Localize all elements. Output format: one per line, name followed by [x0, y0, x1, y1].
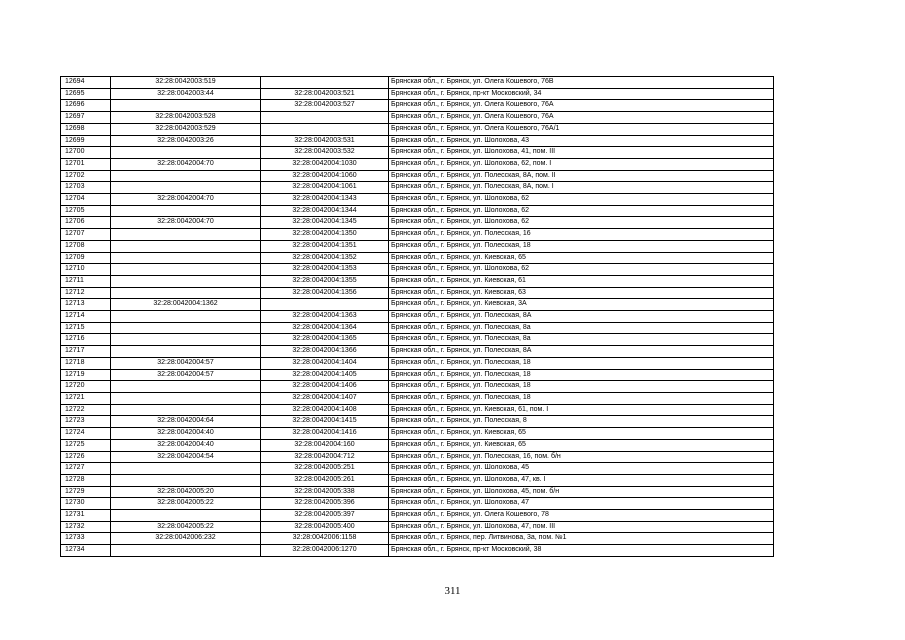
table-row: [61, 463, 774, 475]
row-number-cell: 12702: [61, 170, 111, 182]
address-cell: Брянская обл., г. Брянск, ул. Полесская, 16: [389, 229, 774, 241]
table-row: [61, 474, 774, 486]
table-row: [61, 451, 774, 463]
address-cell: Брянская обл., г. Брянск, ул. Олега Кошевого, 76А: [389, 112, 774, 124]
table-row: [61, 240, 774, 252]
table-row: [61, 416, 774, 428]
address-cell: Брянская обл., г. Брянск, ул. Шолохова, 47, кв. I: [389, 474, 774, 486]
row-number-cell: 12696: [61, 100, 111, 112]
table-row: [61, 404, 774, 416]
table-row: [61, 486, 774, 498]
cadastral-number-cell: [111, 205, 261, 217]
object-cadastral-number-cell: 32:28:0042005:396: [261, 498, 389, 510]
row-number-cell: 12710: [61, 264, 111, 276]
cadastral-number-cell: 32:28:0042005:22: [111, 498, 261, 510]
table-row: [61, 498, 774, 510]
address-cell: Брянская обл., г. Брянск, ул. Олега Кошевого, 76В: [389, 77, 774, 89]
object-cadastral-number-cell: [261, 299, 389, 311]
cadastral-number-cell: [111, 240, 261, 252]
address-cell: Брянская обл., г. Брянск, ул. Олега Кошевого, 78: [389, 510, 774, 522]
object-cadastral-number-cell: 32:28:0042003:531: [261, 135, 389, 147]
cadastral-number-cell: [111, 264, 261, 276]
object-cadastral-number-cell: [261, 112, 389, 124]
object-cadastral-number-cell: 32:28:0042004:160: [261, 439, 389, 451]
cadastral-number-cell: [111, 311, 261, 323]
row-number-cell: 12695: [61, 88, 111, 100]
address-cell: Брянская обл., г. Брянск, ул. Полесская, 18: [389, 357, 774, 369]
table-row: [61, 533, 774, 545]
address-cell: Брянская обл., г. Брянск, ул. Киевская, 3А: [389, 299, 774, 311]
table-row: [61, 194, 774, 206]
object-cadastral-number-cell: 32:28:0042005:261: [261, 474, 389, 486]
object-cadastral-number-cell: 32:28:0042004:1351: [261, 240, 389, 252]
row-number-cell: 12707: [61, 229, 111, 241]
row-number-cell: 12727: [61, 463, 111, 475]
table-row: [61, 510, 774, 522]
object-cadastral-number-cell: 32:28:0042004:1404: [261, 357, 389, 369]
row-number-cell: 12712: [61, 287, 111, 299]
cadastral-number-cell: 32:28:0042005:20: [111, 486, 261, 498]
object-cadastral-number-cell: 32:28:0042004:1407: [261, 392, 389, 404]
object-cadastral-number-cell: 32:28:0042006:1270: [261, 545, 389, 557]
object-cadastral-number-cell: 32:28:0042004:1364: [261, 322, 389, 334]
row-number-cell: 12715: [61, 322, 111, 334]
object-cadastral-number-cell: 32:28:0042004:1343: [261, 194, 389, 206]
cadastral-number-cell: [111, 545, 261, 557]
address-cell: Брянская обл., г. Брянск, ул. Шолохова, 62: [389, 264, 774, 276]
cadastral-number-cell: [111, 346, 261, 358]
address-cell: Брянская обл., г. Брянск, ул. Шолохова, 62: [389, 217, 774, 229]
cadastral-number-cell: [111, 170, 261, 182]
cadastral-number-cell: 32:28:0042006:232: [111, 533, 261, 545]
row-number-cell: 12701: [61, 158, 111, 170]
address-cell: Брянская обл., г. Брянск, ул. Шолохова, 45: [389, 463, 774, 475]
cadastral-number-cell: [111, 147, 261, 159]
address-cell: Брянская обл., г. Брянск, ул. Киевская, 65: [389, 252, 774, 264]
address-cell: Брянская обл., г. Брянск, ул. Шолохова, 47: [389, 498, 774, 510]
table-row: [61, 100, 774, 112]
cadastral-number-cell: [111, 252, 261, 264]
object-cadastral-number-cell: 32:28:0042005:400: [261, 521, 389, 533]
table-row: [61, 88, 774, 100]
row-number-cell: 12698: [61, 123, 111, 135]
row-number-cell: 12700: [61, 147, 111, 159]
table-row: [61, 392, 774, 404]
cadastral-number-cell: 32:28:0042004:70: [111, 158, 261, 170]
object-cadastral-number-cell: 32:28:0042005:338: [261, 486, 389, 498]
row-number-cell: 12718: [61, 357, 111, 369]
row-number-cell: 12722: [61, 404, 111, 416]
cadastral-number-cell: [111, 392, 261, 404]
table-row: [61, 311, 774, 323]
address-cell: Брянская обл., г. Брянск, ул. Полесская, 18: [389, 392, 774, 404]
row-number-cell: 12732: [61, 521, 111, 533]
row-number-cell: 12714: [61, 311, 111, 323]
address-cell: Брянская обл., г. Брянск, ул. Полесская, 8А, пом. I: [389, 182, 774, 194]
row-number-cell: 12706: [61, 217, 111, 229]
object-cadastral-number-cell: 32:28:0042006:1158: [261, 533, 389, 545]
object-cadastral-number-cell: 32:28:0042005:397: [261, 510, 389, 522]
cadastral-number-cell: 32:28:0042003:528: [111, 112, 261, 124]
cadastral-number-cell: [111, 463, 261, 475]
table-row: [61, 428, 774, 440]
address-cell: Брянская обл., г. Брянск, ул. Киевская, 65: [389, 428, 774, 440]
address-cell: Брянская обл., г. Брянск, ул. Олега Кошевого, 76А/1: [389, 123, 774, 135]
cadastral-number-cell: [111, 322, 261, 334]
table-row: [61, 521, 774, 533]
row-number-cell: 12694: [61, 77, 111, 89]
registry-table-body: [61, 77, 774, 557]
cadastral-registry-table: [60, 76, 774, 557]
row-number-cell: 12697: [61, 112, 111, 124]
object-cadastral-number-cell: [261, 123, 389, 135]
table-row: [61, 217, 774, 229]
address-cell: Брянская обл., г. Брянск, ул. Полесская, 8а: [389, 322, 774, 334]
object-cadastral-number-cell: 32:28:0042004:1345: [261, 217, 389, 229]
cadastral-number-cell: 32:28:0042003:529: [111, 123, 261, 135]
address-cell: Брянская обл., г. Брянск, ул. Шолохова, 43: [389, 135, 774, 147]
cadastral-number-cell: 32:28:0042005:22: [111, 521, 261, 533]
address-cell: Брянская обл., г. Брянск, ул. Киевская, 65: [389, 439, 774, 451]
object-cadastral-number-cell: 32:28:0042004:1352: [261, 252, 389, 264]
address-cell: Брянская обл., г. Брянск, ул. Полесская, 18: [389, 240, 774, 252]
row-number-cell: 12708: [61, 240, 111, 252]
table-row: [61, 439, 774, 451]
object-cadastral-number-cell: 32:28:0042004:1406: [261, 381, 389, 393]
row-number-cell: 12726: [61, 451, 111, 463]
table-row: [61, 182, 774, 194]
address-cell: Брянская обл., г. Брянск, ул. Полесская, 8а: [389, 334, 774, 346]
object-cadastral-number-cell: 32:28:0042003:521: [261, 88, 389, 100]
table-row: [61, 170, 774, 182]
row-number-cell: 12709: [61, 252, 111, 264]
object-cadastral-number-cell: 32:28:0042004:1060: [261, 170, 389, 182]
address-cell: Брянская обл., г. Брянск, ул. Киевская, 61: [389, 275, 774, 287]
cadastral-number-cell: [111, 229, 261, 241]
row-number-cell: 12699: [61, 135, 111, 147]
row-number-cell: 12703: [61, 182, 111, 194]
address-cell: Брянская обл., г. Брянск, ул. Полесская, 16, пом. б/н: [389, 451, 774, 463]
cadastral-number-cell: [111, 275, 261, 287]
cadastral-number-cell: [111, 287, 261, 299]
address-cell: Брянская обл., г. Брянск, ул. Полесская, 8: [389, 416, 774, 428]
table-row: [61, 357, 774, 369]
row-number-cell: 12725: [61, 439, 111, 451]
cadastral-number-cell: [111, 182, 261, 194]
address-cell: Брянская обл., г. Брянск, ул. Полесская, 8А: [389, 346, 774, 358]
table-row: [61, 264, 774, 276]
row-number-cell: 12720: [61, 381, 111, 393]
object-cadastral-number-cell: 32:28:0042004:1061: [261, 182, 389, 194]
table-row: [61, 334, 774, 346]
row-number-cell: 12733: [61, 533, 111, 545]
table-row: [61, 299, 774, 311]
cadastral-number-cell: 32:28:0042004:54: [111, 451, 261, 463]
address-cell: Брянская обл., г. Брянск, ул. Олега Кошевого, 76А: [389, 100, 774, 112]
table-row: [61, 252, 774, 264]
table-row: [61, 135, 774, 147]
table-row: [61, 158, 774, 170]
page-number: 311: [444, 585, 461, 597]
table-row: [61, 545, 774, 557]
object-cadastral-number-cell: 32:28:0042004:1366: [261, 346, 389, 358]
object-cadastral-number-cell: 32:28:0042004:1350: [261, 229, 389, 241]
row-number-cell: 12713: [61, 299, 111, 311]
table-row: [61, 287, 774, 299]
table-row: [61, 381, 774, 393]
object-cadastral-number-cell: 32:28:0042004:1415: [261, 416, 389, 428]
row-number-cell: 12731: [61, 510, 111, 522]
cadastral-number-cell: 32:28:0042004:64: [111, 416, 261, 428]
cadastral-number-cell: [111, 510, 261, 522]
table-row: [61, 123, 774, 135]
object-cadastral-number-cell: 32:28:0042003:527: [261, 100, 389, 112]
cadastral-number-cell: 32:28:0042004:57: [111, 357, 261, 369]
table-row: [61, 77, 774, 89]
row-number-cell: 12723: [61, 416, 111, 428]
cadastral-number-cell: [111, 100, 261, 112]
row-number-cell: 12717: [61, 346, 111, 358]
address-cell: Брянская обл., г. Брянск, пр-кт Московский, 34: [389, 88, 774, 100]
address-cell: Брянская обл., г. Брянск, ул. Киевская, 61, пом. I: [389, 404, 774, 416]
object-cadastral-number-cell: 32:28:0042004:712: [261, 451, 389, 463]
cadastral-number-cell: 32:28:0042003:519: [111, 77, 261, 89]
cadastral-number-cell: 32:28:0042004:70: [111, 194, 261, 206]
address-cell: Брянская обл., г. Брянск, ул. Полесская, 18: [389, 369, 774, 381]
object-cadastral-number-cell: 32:28:0042004:1356: [261, 287, 389, 299]
row-number-cell: 12719: [61, 369, 111, 381]
object-cadastral-number-cell: 32:28:0042004:1416: [261, 428, 389, 440]
address-cell: Брянская обл., г. Брянск, ул. Полесская, 8А: [389, 311, 774, 323]
address-cell: Брянская обл., г. Брянск, пр-кт Московский, 38: [389, 545, 774, 557]
cadastral-number-cell: 32:28:0042003:44: [111, 88, 261, 100]
object-cadastral-number-cell: 32:28:0042005:251: [261, 463, 389, 475]
table-row: [61, 322, 774, 334]
address-cell: Брянская обл., г. Брянск, ул. Полесская, 18: [389, 381, 774, 393]
object-cadastral-number-cell: 32:28:0042004:1353: [261, 264, 389, 276]
object-cadastral-number-cell: 32:28:0042004:1405: [261, 369, 389, 381]
object-cadastral-number-cell: 32:28:0042004:1344: [261, 205, 389, 217]
address-cell: Брянская обл., г. Брянск, ул. Шолохова, 41, пом. III: [389, 147, 774, 159]
address-cell: Брянская обл., г. Брянск, ул. Киевская, 63: [389, 287, 774, 299]
table-row: [61, 205, 774, 217]
row-number-cell: 12724: [61, 428, 111, 440]
table-row: [61, 275, 774, 287]
address-cell: Брянская обл., г. Брянск, ул. Шолохова, 47, пом. III: [389, 521, 774, 533]
cadastral-number-cell: 32:28:0042004:57: [111, 369, 261, 381]
table-row: [61, 229, 774, 241]
cadastral-number-cell: 32:28:0042004:40: [111, 439, 261, 451]
address-cell: Брянская обл., г. Брянск, ул. Шолохова, 62: [389, 194, 774, 206]
cadastral-number-cell: 32:28:0042004:40: [111, 428, 261, 440]
address-cell: Брянская обл., г. Брянск, ул. Шолохова, 62: [389, 205, 774, 217]
cadastral-number-cell: 32:28:0042004:1362: [111, 299, 261, 311]
row-number-cell: 12721: [61, 392, 111, 404]
cadastral-number-cell: 32:28:0042003:26: [111, 135, 261, 147]
row-number-cell: 12711: [61, 275, 111, 287]
row-number-cell: 12729: [61, 486, 111, 498]
address-cell: Брянская обл., г. Брянск, пер. Литвинова, 3а, пом. №1: [389, 533, 774, 545]
cadastral-number-cell: [111, 404, 261, 416]
object-cadastral-number-cell: 32:28:0042004:1355: [261, 275, 389, 287]
object-cadastral-number-cell: 32:28:0042004:1363: [261, 311, 389, 323]
address-cell: Брянская обл., г. Брянск, ул. Полесская, 8А, пом. II: [389, 170, 774, 182]
object-cadastral-number-cell: 32:28:0042004:1408: [261, 404, 389, 416]
object-cadastral-number-cell: 32:28:0042004:1365: [261, 334, 389, 346]
table-row: [61, 346, 774, 358]
object-cadastral-number-cell: [261, 77, 389, 89]
object-cadastral-number-cell: 32:28:0042003:532: [261, 147, 389, 159]
row-number-cell: 12734: [61, 545, 111, 557]
row-number-cell: 12705: [61, 205, 111, 217]
table-row: [61, 147, 774, 159]
object-cadastral-number-cell: 32:28:0042004:1030: [261, 158, 389, 170]
row-number-cell: 12730: [61, 498, 111, 510]
cadastral-number-cell: [111, 381, 261, 393]
address-cell: Брянская обл., г. Брянск, ул. Шолохова, 45, пом. б/н: [389, 486, 774, 498]
table-row: [61, 369, 774, 381]
row-number-cell: 12716: [61, 334, 111, 346]
cadastral-number-cell: [111, 474, 261, 486]
address-cell: Брянская обл., г. Брянск, ул. Шолохова, 62, пом. I: [389, 158, 774, 170]
cadastral-number-cell: [111, 334, 261, 346]
row-number-cell: 12728: [61, 474, 111, 486]
table-row: [61, 112, 774, 124]
row-number-cell: 12704: [61, 194, 111, 206]
cadastral-number-cell: 32:28:0042004:70: [111, 217, 261, 229]
